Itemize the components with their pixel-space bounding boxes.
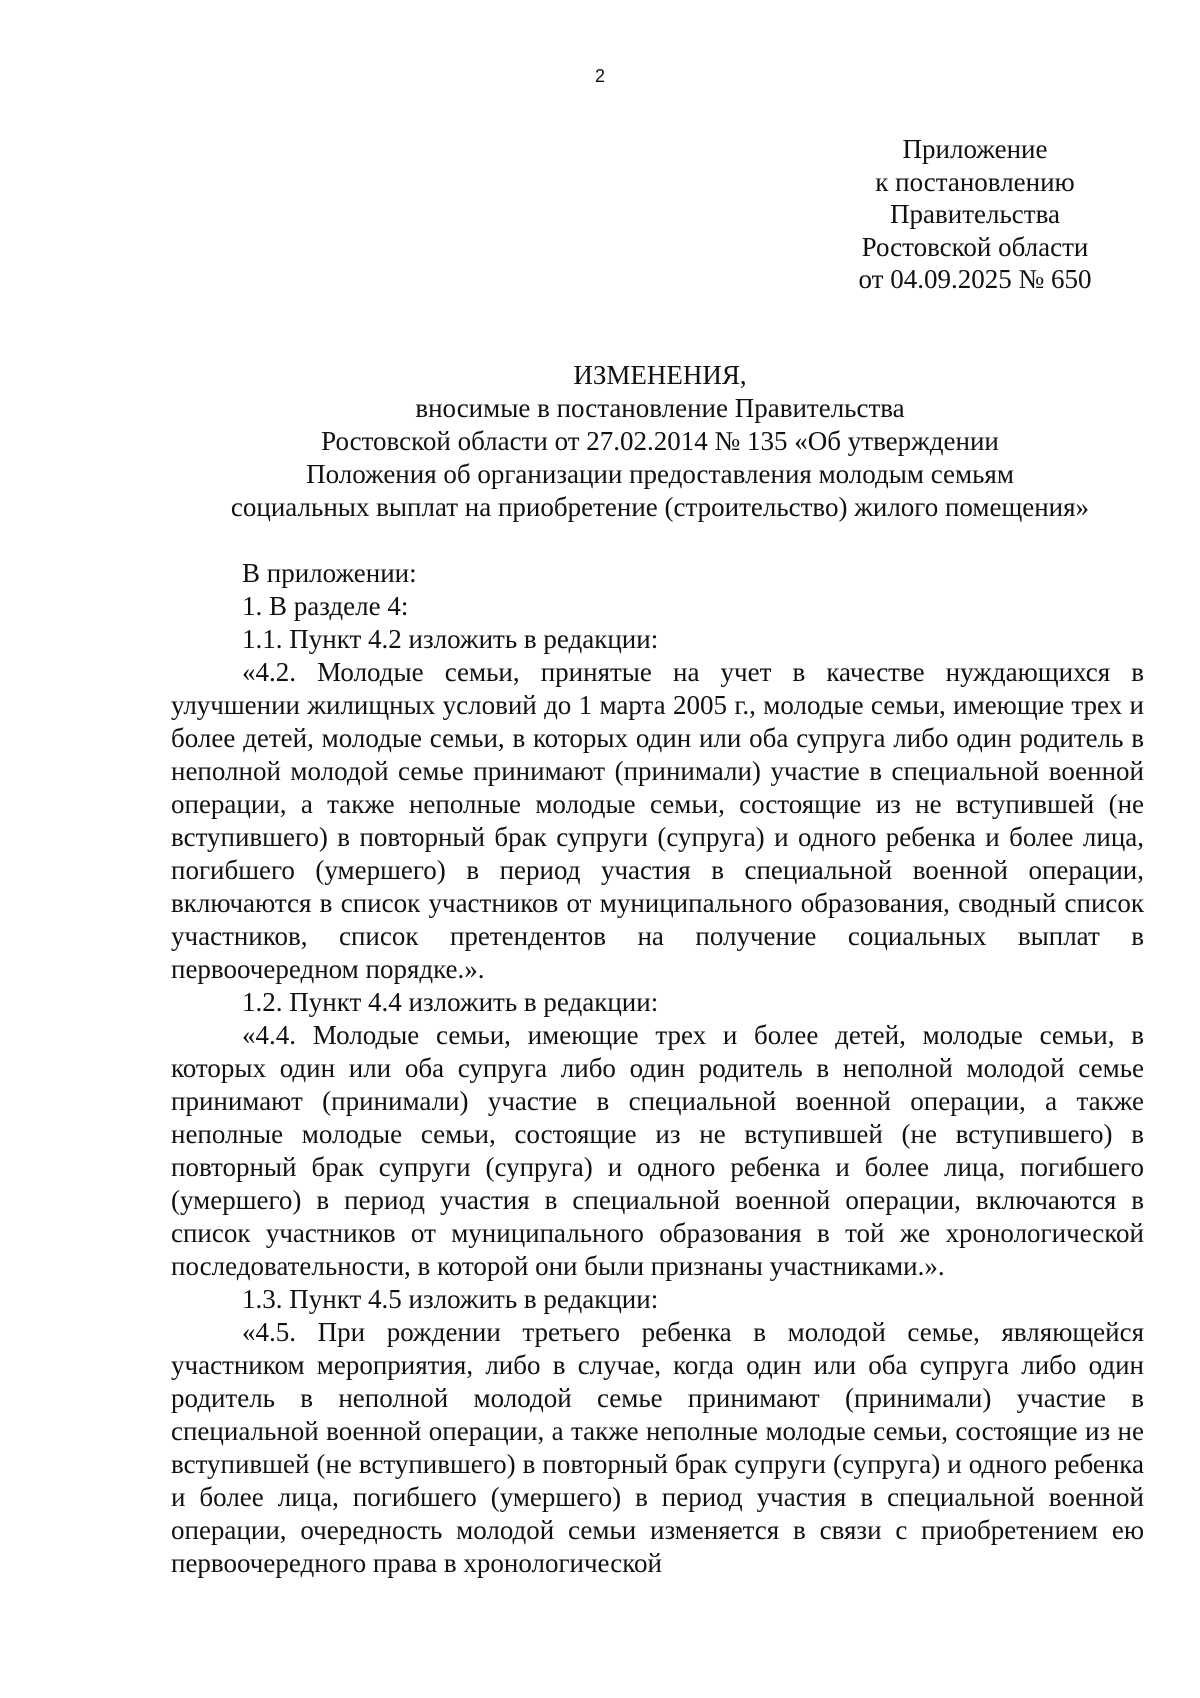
appendix-line: от 04.09.2025 № 650 — [858, 264, 1092, 294]
paragraph-4-2: «4.2. Молодые семьи, принятые на учет в качестве нуждающихся в улучшении жилищных условий до 1 марта 2005 г., молодые семьи, имеющие трех и более детей, молодые семьи, в которых один или оба супруга либо один родитель в неполной молодой семье принимают (принимали) участие в специальной военной операции, а также неполные молодые семьи, состоящие из не вступившей (не вступившего) в повторный брак супруги (супруга) и одного ребенка и более лица, погибшего (умершего) в период участия в специальной военной операции, включаются в список участников от муниципального образования, сводный список участников, список претендентов на получение социальных выплат в первоочередном порядке.». — [171, 657, 1144, 984]
heading-title: ИЗМЕНЕНИЯ, — [573, 360, 747, 390]
paragraph-4-4: «4.4. Молодые семьи, имеющие трех и более детей, молодые семьи, в которых один или оба супруга либо один родитель в неполной молодой семье принимают (принимали) участие в специальной военной операции, а также неполные молодые семьи, состоящие из не вступившей (не вступившего) в повторный брак супруги (супруга) и одного ребенка и более лица, погибшего (умершего) в период участия в специальной военной операции, включаются в список участников от муниципального образования в той же хронологической последовательности, в которой они были признаны участниками.». — [171, 1020, 1144, 1281]
item-1-1: 1.1. Пункт 4.2 изложить в редакции: — [242, 624, 659, 654]
paragraph-4-5: «4.5. При рождении третьего ребенка в молодой семье, являющейся участником мероприятия, либо в случае, когда один или оба супруга либо один родитель в неполной молодой семье принимают (принимали) участие в специальной военной операции, а также неполные молодые семьи, состоящие из не вступившей (не вступившего) в повторный брак супруги (супруга) и одного ребенка и более лица, погибшего (умершего) в период участия в специальной военной операции, очередность молодой семьи изменяется в связи с приобретением ею первоочередного права в хронологической — [171, 1317, 1144, 1578]
item-1-2: 1.2. Пункт 4.4 изложить в редакции: — [242, 987, 659, 1017]
appendix-line: Правительства — [890, 199, 1060, 229]
appendix-line: Ростовской области — [861, 231, 1089, 262]
document-heading — [140, 359, 1180, 524]
appendix-block — [840, 133, 1110, 296]
section-line: 1. В разделе 4: — [242, 591, 409, 621]
heading-line: социальных выплат на приобретение (строительство) жилого помещения» — [230, 492, 1090, 522]
heading-line: Положения об организации предоставления молодым семьям — [306, 459, 1014, 489]
page-number: 2 — [594, 66, 605, 86]
heading-line: вносимые в постановление Правительства — [415, 393, 905, 423]
appendix-line: к постановлению — [875, 166, 1075, 197]
intro-line: В приложении: — [242, 558, 417, 588]
heading-line: Ростовской области от 27.02.2014 № 135 «Об утверждении — [321, 426, 999, 456]
item-1-3: 1.3. Пункт 4.5 изложить в редакции: — [242, 1284, 659, 1314]
document-body — [171, 557, 1144, 1580]
appendix-line: Приложение — [902, 134, 1048, 164]
